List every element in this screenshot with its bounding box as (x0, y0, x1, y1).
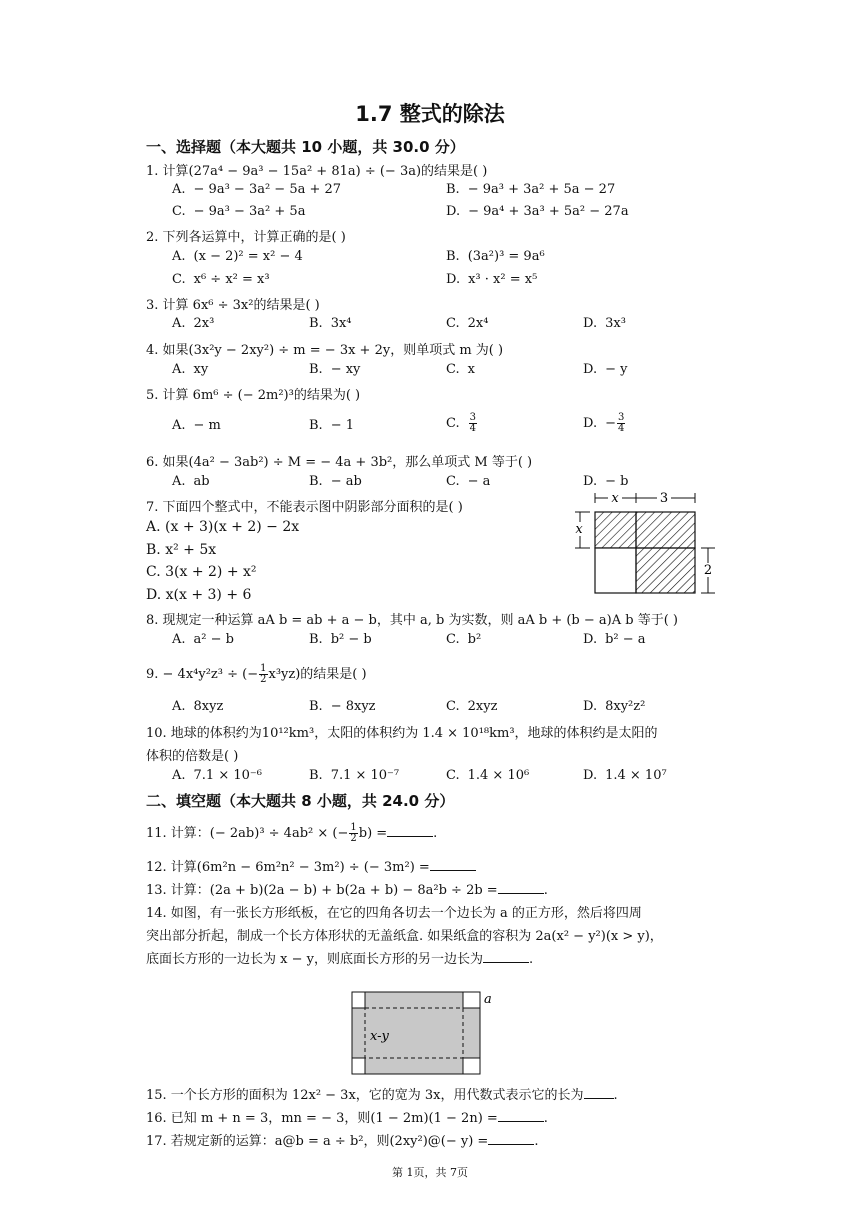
option-text: x² + 5x (165, 542, 217, 558)
option-label: B. (309, 316, 323, 331)
stem-end: . (433, 826, 438, 841)
question-2-option-a (172, 249, 303, 264)
option-text: ab (193, 474, 210, 489)
answer-blank[interactable] (584, 1086, 614, 1099)
stem-end: . (543, 883, 548, 898)
question-9-option-c (446, 699, 497, 714)
question-6-option-c (446, 474, 490, 489)
question-10-stem-line-2: 体积的倍数是( ) (146, 749, 239, 764)
option-text: b² − a (605, 632, 646, 647)
question-7-stem: 7. 下面四个整式中，不能表示图中阴影部分面积的是( ) (146, 500, 463, 515)
option-label: C. (446, 768, 460, 783)
corner-square (463, 992, 480, 1008)
option-text: 2x³ (193, 316, 215, 331)
option-text: − a (467, 474, 491, 489)
option-text: − ab (330, 474, 362, 489)
figure-label-a: a (484, 992, 492, 1007)
stem-text: x³yz)的结果是( ) (268, 667, 367, 682)
option-label: A. (172, 316, 186, 331)
question-15 (146, 1084, 618, 1103)
option-text: (3a²)³ = 9a⁶ (467, 249, 545, 264)
option-text: xy (193, 362, 209, 377)
option-label: D. (146, 587, 162, 603)
question-3-stem: 3. 计算 6x⁶ ÷ 3x²的结果是( ) (146, 298, 320, 313)
option-text: 1.4 × 10⁷ (605, 768, 667, 783)
question-10-option-c (446, 768, 529, 783)
option-label: C. (172, 272, 186, 287)
option-label: D. (583, 768, 598, 783)
option-label: A. (172, 418, 186, 433)
answer-blank[interactable] (483, 950, 529, 963)
question-10-option-d (583, 768, 667, 783)
fraction (349, 823, 357, 844)
figure-label-3: 3 (659, 491, 669, 506)
question-2-option-d (446, 272, 537, 287)
option-label: C. (446, 362, 460, 377)
option-text: 3(x + 2) + x² (165, 564, 257, 580)
fraction (617, 413, 625, 434)
question-3-option-d (583, 316, 626, 331)
corner-square (352, 1058, 365, 1074)
option-text: x(x + 3) + 6 (165, 587, 252, 603)
hatched-rect-top-right (636, 512, 695, 548)
question-9-option-b (309, 699, 376, 714)
option-text: 8xy²z² (605, 699, 646, 714)
stem-end: . (543, 1111, 548, 1126)
option-label: A. (172, 249, 186, 264)
option-text: 8xyz (193, 699, 224, 714)
option-label: B. (446, 182, 460, 197)
question-1-stem: 1. 计算(27a⁴ − 9a³ − 15a² + 81a) ÷ (− 3a)的结果是( ) (146, 164, 488, 179)
page-footer: 第 1页，共 7页 (392, 1166, 468, 1179)
option-text: x⁶ ÷ x² = x³ (193, 272, 270, 287)
option-label: D. (446, 272, 461, 287)
fraction-numerator: 1 (350, 822, 357, 833)
option-label: C. (172, 204, 186, 219)
question-14-line-1: 14. 如图，有一张长方形纸板，在它的四角各切去一个边长为 a 的正方形，然后将四周 (146, 906, 642, 921)
corner-square (352, 992, 365, 1008)
question-14-line-2: 突出部分折起，制成一个长方体形状的无盖纸盒. 如果纸盒的容积为 2a(x² − y²)(x > y)， (146, 929, 663, 944)
section-heading-fill: 二、填空题（本大题共 8 小题，共 24.0 分） (146, 792, 455, 810)
stem-end: . (534, 1134, 539, 1149)
question-2-stem: 2. 下列各运算中，计算正确的是( ) (146, 230, 346, 245)
question-2-option-b (446, 249, 545, 264)
option-text: − b (605, 474, 629, 489)
option-text: − 9a³ − 3a² + 5a (193, 204, 306, 219)
option-label: B. (309, 768, 323, 783)
stem-text: 9. − 4x⁴y²z³ ÷ (− (146, 667, 259, 682)
option-label: D. (446, 204, 461, 219)
stem-text: b) = (358, 826, 388, 841)
question-9-option-d (583, 699, 645, 714)
stem-text: 15. 一个长方形的面积为 12x² − 3x，它的宽为 3x，用代数式表示它的长为 (146, 1088, 584, 1103)
option-text: − 8xyz (330, 699, 376, 714)
question-8-option-a (172, 632, 234, 647)
question-7-option-d (146, 587, 251, 603)
question-1-option-d (446, 204, 629, 219)
answer-blank[interactable] (387, 824, 433, 837)
stem-text: 底面长方形的一边长为 x − y，则底面长方形的另一边长为 (146, 952, 483, 967)
fraction-denominator: 4 (469, 423, 476, 434)
option-text: − 9a⁴ + 3a³ + 5a² − 27a (468, 204, 629, 219)
question-10-option-a (172, 768, 262, 783)
question-8-option-b (309, 632, 372, 647)
question-14-figure (348, 988, 498, 1078)
option-label: A. (172, 768, 186, 783)
option-text: 3x⁴ (330, 316, 352, 331)
question-4-option-a (172, 362, 208, 377)
answer-blank[interactable] (498, 881, 544, 894)
fraction (259, 664, 267, 685)
hatched-rect-bottom-right (636, 548, 695, 593)
question-6-stem: 6. 如果(4a² − 3ab²) ÷ M = − 4a + 3b²，那么单项式 M 等于( ) (146, 455, 533, 470)
answer-blank[interactable] (498, 1109, 544, 1122)
option-text: − y (605, 362, 628, 377)
option-text: − 9a³ − 3a² − 5a + 27 (193, 182, 342, 197)
stem-text: 17. 若规定新的运算：a@b = a ÷ b²，则(2xy²)@(− y) = (146, 1134, 489, 1149)
question-3-option-b (309, 316, 352, 331)
question-5-option-d (583, 413, 626, 434)
question-8-option-d (583, 632, 646, 647)
option-label: D. (583, 362, 598, 377)
option-text: a² − b (193, 632, 234, 647)
option-text: (x − 2)² = x² − 4 (193, 249, 303, 264)
option-label: D. (583, 416, 598, 431)
option-label: D. (583, 474, 598, 489)
option-label: B. (309, 699, 323, 714)
fraction-numerator: 3 (618, 412, 625, 423)
fraction-denominator: 4 (618, 423, 625, 434)
question-5-option-a (172, 418, 221, 433)
hatched-square-x (595, 512, 636, 548)
question-5-option-c (446, 413, 478, 434)
option-label: A. (172, 699, 186, 714)
question-17 (146, 1130, 538, 1149)
question-7-option-b (146, 542, 216, 558)
option-text: − 9a³ + 3a² + 5a − 27 (467, 182, 616, 197)
question-4-stem: 4. 如果(3x²y − 2xy²) ÷ m = − 3x + 2y，则单项式 m 为( ) (146, 343, 504, 358)
question-6-option-d (583, 474, 628, 489)
stem-text: 16. 已知 m + n = 3，mn = − 3，则(1 − 2m)(1 − 2n) = (146, 1111, 498, 1126)
question-3-option-a (172, 316, 214, 331)
question-6-option-b (309, 474, 362, 489)
question-10-option-b (309, 768, 399, 783)
page-title: 1.7 整式的除法 (355, 102, 505, 126)
option-text: (x + 3)(x + 2) − 2x (165, 519, 300, 535)
option-label: A. (172, 474, 186, 489)
option-label: C. (146, 564, 161, 580)
corner-square (463, 1058, 480, 1074)
option-text: 3x³ (605, 316, 626, 331)
option-label: A. (172, 632, 186, 647)
stem-text: 12. 计算(6m²n − 6m²n² − 3m²) ÷ (− 3m²) = (146, 860, 430, 875)
option-sign: − (605, 416, 616, 431)
fraction-denominator: 2 (260, 674, 267, 685)
question-8-option-c (446, 632, 481, 647)
option-label: A. (172, 182, 186, 197)
option-text: − 1 (330, 418, 354, 433)
question-1-option-b (446, 182, 615, 197)
question-8-stem: 8. 现规定一种运算 aA b = ab + a − b，其中 a, b 为实数，则 aA b + (b − a)A b 等于( ) (146, 613, 678, 628)
question-9-option-a (172, 699, 223, 714)
fraction-numerator: 3 (469, 412, 476, 423)
fraction-numerator: 1 (260, 663, 267, 674)
figure-label-2: 2 (703, 563, 713, 578)
stem-end: . (528, 952, 534, 967)
question-10-stem-line-1: 10. 地球的体积约为10¹²km³，太阳的体积约为 1.4 × 10¹⁸km³，地球的体积约是太阳的 (146, 726, 658, 741)
option-label: B. (309, 632, 323, 647)
option-text: 2xyz (467, 699, 498, 714)
question-5-stem: 5. 计算 6m⁶ ÷ (− 2m²)³的结果为( ) (146, 388, 361, 403)
question-7-figure (568, 488, 728, 598)
option-label: C. (446, 699, 460, 714)
option-label: B. (446, 249, 460, 264)
option-text: x³ · x² = x⁵ (468, 272, 538, 287)
question-3-option-c (446, 316, 488, 331)
figure-label-x-top: x (611, 491, 619, 506)
option-label: B. (309, 362, 323, 377)
question-2-option-c (172, 272, 270, 287)
question-9-stem (146, 663, 367, 685)
question-14-line-3 (146, 948, 533, 967)
stem-end: . (613, 1088, 618, 1103)
question-1-option-c (172, 204, 305, 219)
figure-label-x-minus-y: x-y (370, 1029, 389, 1044)
option-label: D. (583, 699, 598, 714)
fraction (469, 413, 477, 434)
stem-text: 11. 计算：(− 2ab)³ ÷ 4ab² × (− (146, 826, 349, 841)
option-text: − xy (330, 362, 361, 377)
question-16 (146, 1107, 548, 1126)
option-text: 1.4 × 10⁶ (467, 768, 530, 783)
option-text: 7.1 × 10⁻⁶ (193, 768, 262, 783)
option-label: D. (583, 316, 598, 331)
question-4-option-d (583, 362, 627, 377)
question-7-option-c (146, 564, 257, 580)
question-11 (146, 822, 437, 844)
option-label: D. (583, 632, 598, 647)
option-label: C. (446, 316, 460, 331)
option-label: B. (309, 418, 323, 433)
blank-rect (595, 548, 636, 593)
option-text: b² (467, 632, 482, 647)
option-text: 2x⁴ (467, 316, 489, 331)
option-label: C. (446, 632, 460, 647)
option-text: − m (193, 418, 221, 433)
option-label: B. (309, 474, 323, 489)
stem-text: 13. 计算：(2a + b)(2a − b) + b(2a + b) − 8a²b ÷ 2b = (146, 883, 498, 898)
question-6-option-a (172, 474, 210, 489)
option-label: C. (446, 474, 460, 489)
option-label: B. (146, 542, 161, 558)
option-label: C. (446, 416, 460, 431)
answer-blank[interactable] (430, 858, 476, 871)
figure-label-x-left: x (575, 522, 583, 537)
question-12 (146, 856, 476, 875)
fraction-denominator: 2 (350, 833, 357, 844)
section-heading-choice: 一、选择题（本大题共 10 小题，共 30.0 分） (146, 138, 465, 156)
option-label: A. (172, 362, 186, 377)
option-text: x (467, 362, 475, 377)
option-label: A. (146, 519, 161, 535)
answer-blank[interactable] (488, 1132, 534, 1145)
question-1-option-a (172, 182, 341, 197)
question-7-option-a (146, 519, 299, 535)
question-13 (146, 879, 548, 898)
option-text: b² − b (330, 632, 372, 647)
question-4-option-b (309, 362, 360, 377)
question-5-option-b (309, 418, 354, 433)
question-4-option-c (446, 362, 475, 377)
option-text: 7.1 × 10⁻⁷ (330, 768, 400, 783)
